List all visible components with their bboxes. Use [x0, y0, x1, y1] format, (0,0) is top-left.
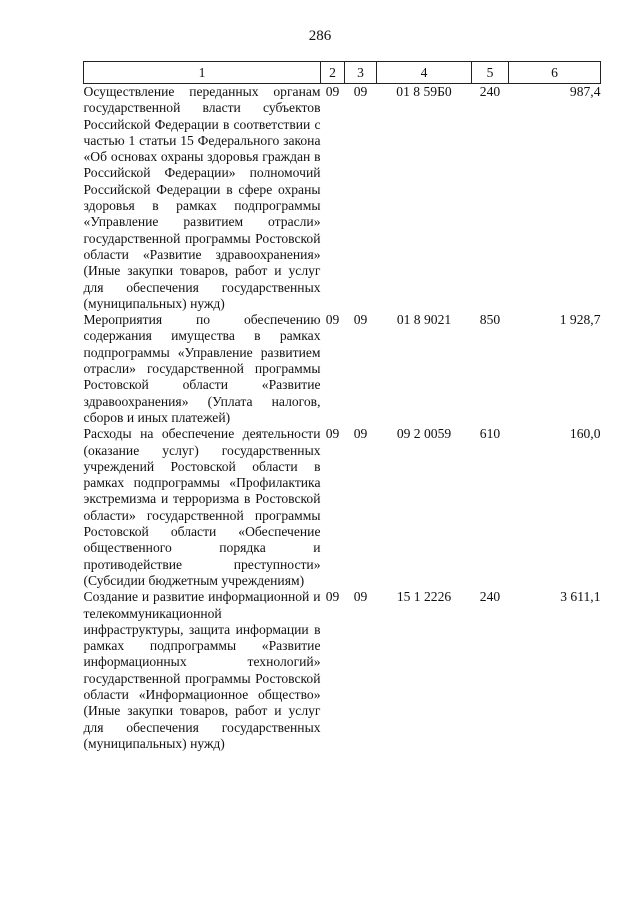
- row-subsection-code: 09: [353, 84, 368, 99]
- row-expense-type: 240: [479, 84, 501, 99]
- row-expense-type: 240: [479, 589, 501, 605]
- row-target-code: 15 1 2226: [396, 589, 452, 605]
- header-col-3: 3: [345, 62, 377, 84]
- table-row: [84, 84, 601, 313]
- header-col-2: 2: [321, 62, 345, 84]
- row-section-code: 09: [325, 312, 340, 328]
- header-row: [84, 62, 601, 84]
- header-col-6: 6: [509, 62, 601, 84]
- table-row: [84, 312, 601, 426]
- row-amount: 3 611,1: [560, 589, 601, 605]
- row-expense-type: 610: [479, 426, 501, 442]
- row-subsection-code: 09: [353, 312, 368, 328]
- row-amount: 987,4: [569, 84, 601, 99]
- row-expense-type: 850: [479, 312, 501, 328]
- row-section-code: 09: [325, 426, 340, 442]
- table-row: [84, 589, 601, 752]
- row-description: Расходы на обеспечение деятельности (оказание услуг) государственных учреждений Ростовской области в рамках подпрограммы «Профилактика экстремизма и терроризма в Ростовской области» государственной программы Ростовской области «Обеспечение общественного порядка и противодействие преступности» (Субсидии бюджетным учреждениям): [83, 426, 321, 588]
- row-subsection-code: 09: [353, 426, 368, 442]
- header-col-4: 4: [377, 62, 472, 84]
- row-description: Осуществление переданных органам государственной власти субъектов Российской Федерации в соответствии с частью 1 статьи 15 Федерального закона «Об основах охраны здоровья граждан в Российской Федерации» полномочий Российской Федерации в сфере охраны здоровья в рамках подпрограммы «Управление развитием отрасли» государственной программы Ростовской области «Развитие здравоохранения» (Иные закупки товаров, работ и услуг для обеспечения государственных (муниципальных) нужд): [83, 84, 321, 311]
- row-subsection-code: 09: [353, 589, 368, 605]
- row-target-code: 09 2 0059: [396, 426, 452, 442]
- row-target-code: 01 8 59Б0: [396, 84, 452, 99]
- page-number: 286: [308, 28, 332, 44]
- row-section-code: 09: [325, 84, 340, 99]
- header-col-5: 5: [472, 62, 509, 84]
- row-description: Создание и развитие информационной и телекоммуникационной инфраструктуры, защита информации в рамках подпрограммы «Развитие информационных технологий» государственной программы Ростовской области «Информационное общество» (Иные закупки товаров, работ и услуг для обеспечения государственных (муниципальных) нужд): [83, 589, 321, 751]
- budget-table: [83, 61, 601, 752]
- table-row: [84, 426, 601, 589]
- row-amount: 1 928,7: [559, 312, 601, 328]
- row-target-code: 01 8 9021: [396, 312, 452, 328]
- row-amount: 160,0: [569, 426, 601, 442]
- header-col-1: 1: [84, 62, 321, 84]
- row-section-code: 09: [325, 589, 340, 605]
- row-description: Мероприятия по обеспечению содержания имущества в рамках подпрограммы «Управление развитием отрасли» государственной программы Ростовской области «Развитие здравоохранения» (Уплата налогов, сборов и иных платежей): [83, 312, 321, 425]
